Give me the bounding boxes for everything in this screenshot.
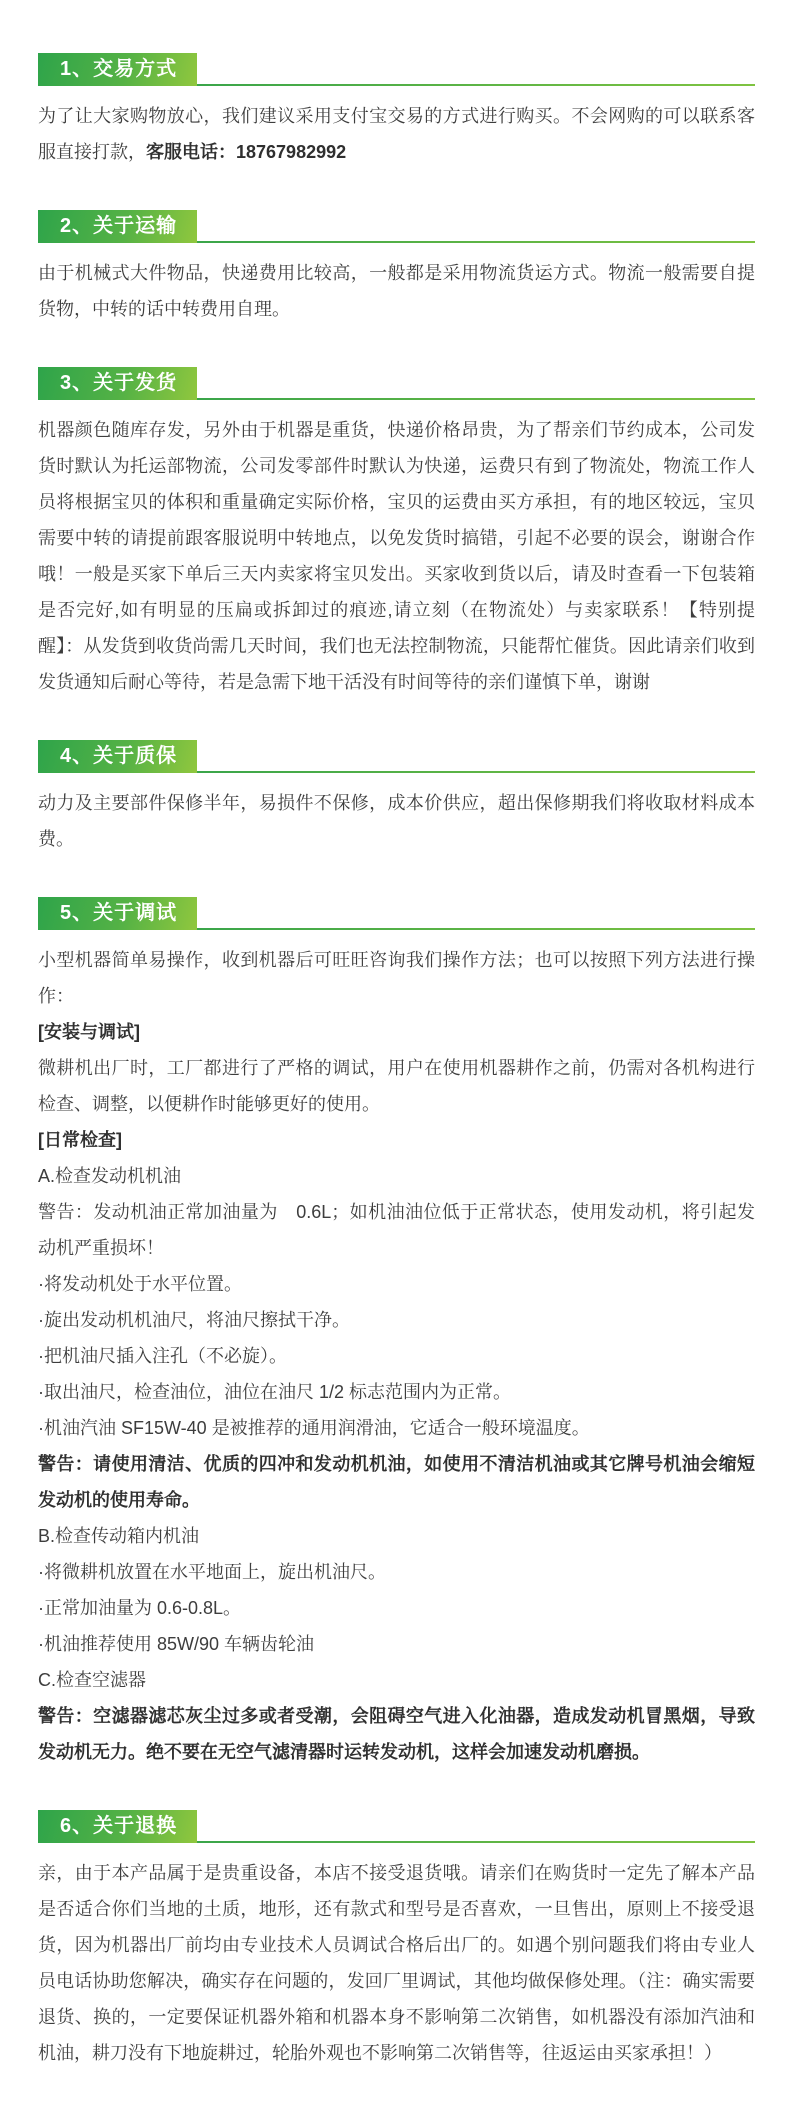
bold-text-run: 客服电话：18767982992 (146, 142, 347, 162)
bold-text-run: [安装与调试] (38, 1022, 140, 1042)
bold-text-run: 警告：请使用清洁、优质的四冲和发动机机油，如使用不清洁机油或其它牌号机油会缩短发动机的使用寿命。 (38, 1454, 755, 1510)
paragraph (38, 1446, 755, 1518)
text-run: A.检查发动机机油 (38, 1166, 182, 1186)
paragraph (38, 1338, 755, 1374)
section-header (38, 53, 755, 86)
section-body (38, 400, 755, 700)
paragraph (38, 785, 755, 857)
paragraph (38, 1698, 755, 1770)
paragraph (38, 1266, 755, 1302)
paragraph (38, 1590, 755, 1626)
paragraph (38, 942, 755, 1014)
paragraph (38, 1122, 755, 1158)
paragraph (38, 1518, 755, 1554)
paragraph (38, 1014, 755, 1050)
text-run: 为了让大家购物放心，我们建议采用支付宝交易的方式进行购买。不会网购的可以联系客服直接打款， (38, 106, 755, 162)
text-run: 由于机械式大件物品，快递费用比较高，一般都是采用物流货运方式。物流一般需要自提货物，中转的话中转费用自理。 (38, 263, 755, 319)
section-body (38, 86, 755, 170)
section-body (38, 243, 755, 327)
section-title-badge: 6、关于退换 (38, 1810, 197, 1843)
bold-text-run: [日常检查] (38, 1130, 122, 1150)
section-title-badge: 1、交易方式 (38, 53, 197, 86)
text-run: ·把机油尺插入注孔（不必旋）。 (38, 1346, 287, 1366)
paragraph (38, 1554, 755, 1590)
section-header (38, 210, 755, 243)
text-run: ·将微耕机放置在水平地面上，旋出机油尺。 (38, 1562, 386, 1582)
paragraph (38, 98, 755, 170)
text-run: ·旋出发动机机油尺，将油尺擦拭干净。 (38, 1310, 350, 1330)
text-run: 微耕机出厂时，工厂都进行了严格的调试，用户在使用机器耕作之前，仍需对各机构进行检查、调整，以便耕作时能够更好的使用。 (38, 1058, 755, 1114)
section-underline (197, 1841, 755, 1843)
text-run: ·取出油尺，检查油位，油位在油尺 1/2 标志范围内为正常。 (38, 1382, 512, 1402)
paragraph (38, 1662, 755, 1698)
paragraph (38, 1302, 755, 1338)
text-run: 警告：发动机油正常加油量为 0.6L；如机油油位低于正常状态，使用发动机，将引起发动机严重损坏！ (38, 1202, 755, 1258)
section-header (38, 1810, 755, 1843)
section-header (38, 740, 755, 773)
section-header (38, 897, 755, 930)
paragraph (38, 412, 755, 700)
paragraph (38, 1194, 755, 1266)
text-run: ·正常加油量为 0.6-0.8L。 (38, 1598, 242, 1618)
section-underline (197, 771, 755, 773)
paragraph (38, 1626, 755, 1662)
section-underline (197, 928, 755, 930)
section-underline (197, 241, 755, 243)
section-body (38, 930, 755, 1770)
text-run: ·机油推荐使用 85W/90 车辆齿轮油 (38, 1634, 315, 1654)
paragraph (38, 1855, 755, 2071)
section-title-badge: 2、关于运输 (38, 210, 197, 243)
paragraph (38, 1158, 755, 1194)
text-run: 机器颜色随库存发，另外由于机器是重货，快递价格昂贵，为了帮亲们节约成本，公司发货时默认为托运部物流，公司发零部件时默认为快递，运费只有到了物流处，物流工作人员将根据宝贝的体积和重量确定实际价格，宝贝的运费由买方承担，有的地区较远，宝贝需要中转的请提前跟客服说明中转地点，以免发货时搞错，引起不必要的误会，谢谢合作哦！一般是买家下单后三天内卖家将宝贝发出。买家收到货以后，请及时查看一下包装箱是否完好,如有明显的压扁或拆卸过的痕迹,请立刻（在物流处）与卖家联系！【特别提醒】：从发货到收货尚需几天时间，我们也无法控制物流，只能帮忙催货。因此请亲们收到发货通知后耐心等待，若是急需下地干活没有时间等待的亲们谨慎下单，谢谢 (38, 420, 755, 692)
info-section (38, 897, 755, 1770)
text-run: 动力及主要部件保修半年，易损件不保修，成本价供应，超出保修期我们将收取材料成本费。 (38, 793, 755, 849)
section-title-badge: 5、关于调试 (38, 897, 197, 930)
info-section (38, 210, 755, 327)
text-run: ·将发动机处于水平位置。 (38, 1274, 242, 1294)
section-underline (197, 398, 755, 400)
paragraph (38, 1410, 755, 1446)
section-body (38, 1843, 755, 2071)
section-underline (197, 84, 755, 86)
section-header (38, 367, 755, 400)
text-run: B.检查传动箱内机油 (38, 1526, 200, 1546)
section-body (38, 773, 755, 857)
section-title-badge: 3、关于发货 (38, 367, 197, 400)
paragraph (38, 255, 755, 327)
text-run: 小型机器简单易操作，收到机器后可旺旺咨询我们操作方法；也可以按照下列方法进行操作： (38, 950, 755, 1006)
info-section (38, 740, 755, 857)
text-run: ·机油汽油 SF15W-40 是被推荐的通用润滑油，它适合一般环境温度。 (38, 1418, 590, 1438)
text-run: C.检查空滤器 (38, 1670, 146, 1690)
text-run: 亲，由于本产品属于是贵重设备，本店不接受退货哦。请亲们在购货时一定先了解本产品是否适合你们当地的土质，地形，还有款式和型号是否喜欢，一旦售出，原则上不接受退货，因为机器出厂前均由专业技术人员调试合格后出厂的。如遇个别问题我们将由专业人员电话协助您解决，确实存在问题的，发回厂里调试，其他均做保修处理。（注：确实需要退货、换的，一定要保证机器外箱和机器本身不影响第二次销售，如机器没有添加汽油和机油，耕刀没有下地旋耕过，轮胎外观也不影响第二次销售等，往返运由买家承担！） (38, 1863, 755, 2063)
paragraph (38, 1050, 755, 1122)
bold-text-run: 警告：空滤器滤芯灰尘过多或者受潮，会阻碍空气进入化油器，造成发动机冒黑烟，导致发动机无力。绝不要在无空气滤清器时运转发动机，这样会加速发动机磨损。 (38, 1706, 755, 1762)
paragraph (38, 1374, 755, 1410)
info-section (38, 53, 755, 170)
sections-container (38, 53, 755, 2071)
info-section (38, 1810, 755, 2071)
info-section (38, 367, 755, 700)
section-title-badge: 4、关于质保 (38, 740, 197, 773)
